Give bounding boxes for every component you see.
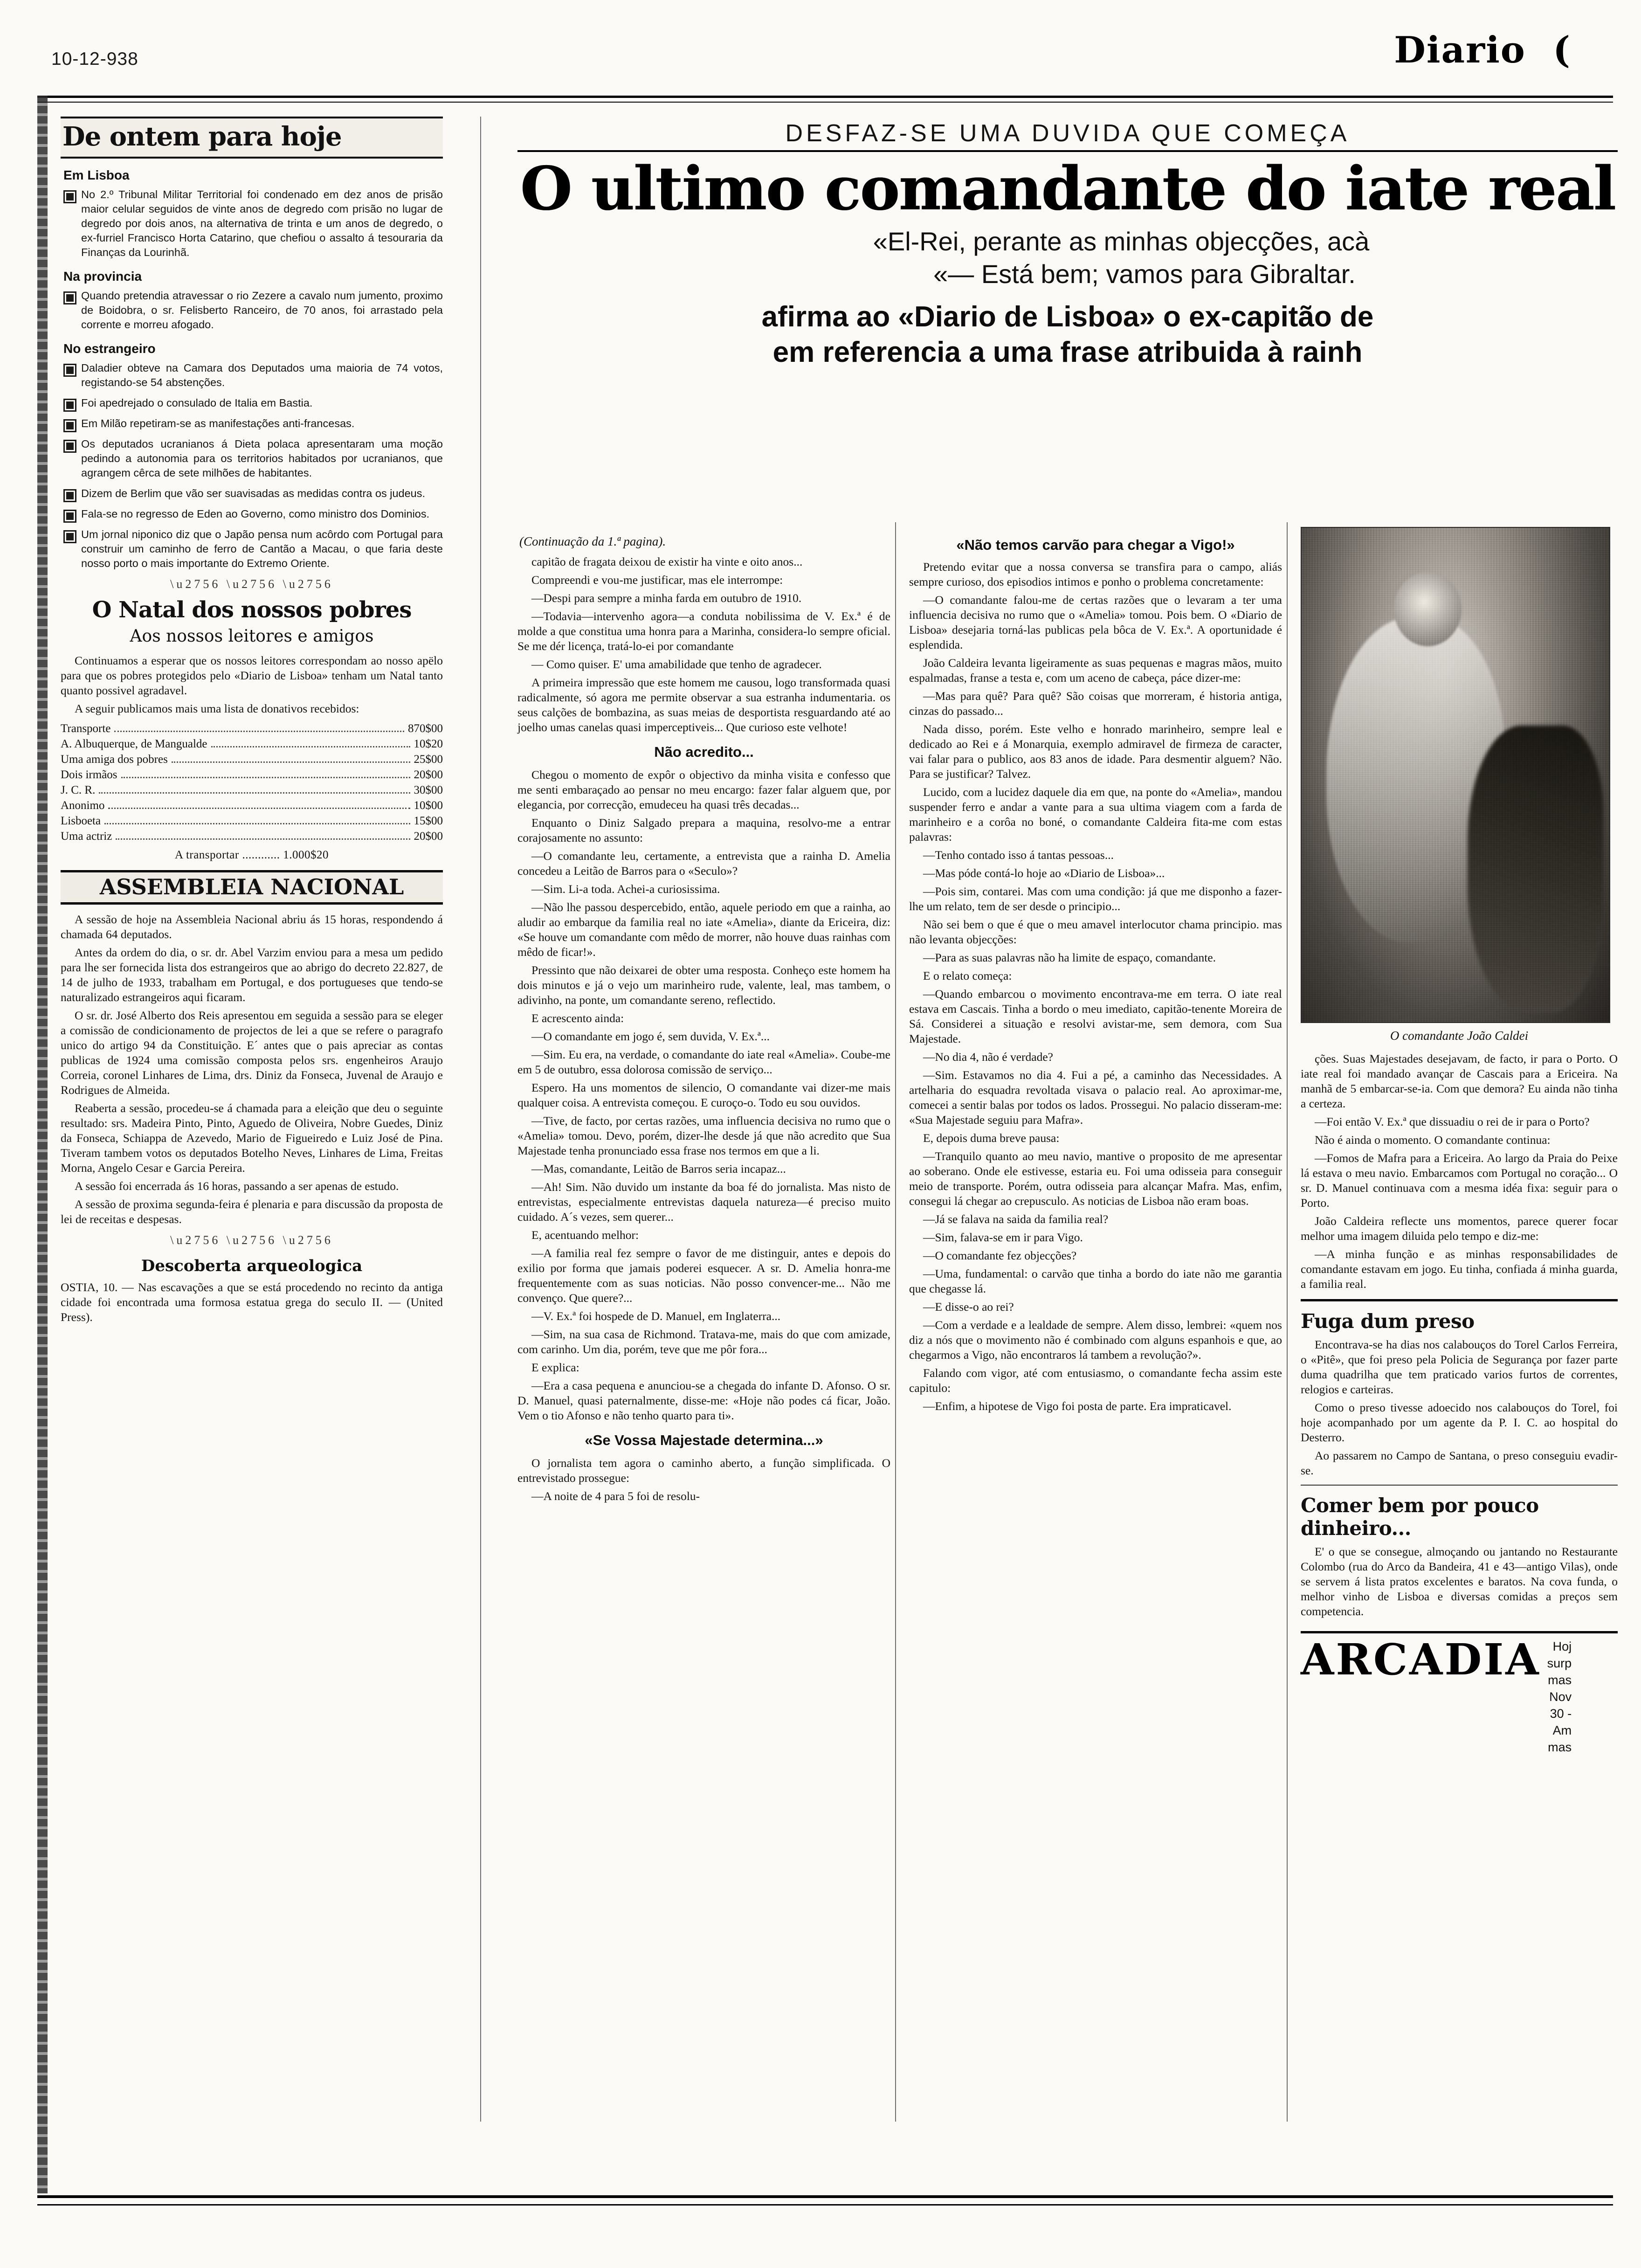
donor-name: A. Albuquerque, de Mangualde bbox=[61, 738, 207, 750]
paragraph: A primeira impressão que este homem me causou, logo transformada quasi radicalmente, só agora me permite observar a sua estranha indumentaria. os seus calções de bombazina, as suas meias de desportista resguardando até ao joelho umas canelas quasi imperceptiveis... Que curioso este velhote! bbox=[517, 676, 890, 734]
ad-side-text bbox=[1547, 1638, 1572, 1756]
donations-total-row bbox=[61, 849, 443, 862]
donations-total-value: 1.000$20 bbox=[283, 849, 329, 861]
leader-dots bbox=[114, 722, 404, 732]
donor-name: Dois irmãos bbox=[61, 768, 117, 781]
paragraph: A sessão de hoje na Assembleia Nacional abriu ás 15 horas, respondendo á chamada 64 deputados. bbox=[61, 913, 443, 941]
paragraph: O sr. dr. José Alberto dos Reis apresentou em seguida a sessão para se eleger a comissão de condicionamento de projectos de lei a que se refere o paragrafo unico do artigo 94 da Constituição. E´ antes que o pais apreciar as contas publicas de 1924 uma comissão composta pelos srs. engenheiros Araujo Correia, coronel Linhares de Lima, drs. Diniz da Fonseca, Juvenal de Araujo e Rodrigues de Almeida. bbox=[61, 1009, 443, 1097]
leader-dots bbox=[99, 784, 410, 794]
subheading-nao-temos-carvao: «Não temos carvão para chegar a Vigo!» bbox=[956, 537, 1235, 553]
paragraph: —Uma, fundamental: o carvão que tinha a bordo do iate não me garantia que chegasse lá. bbox=[909, 1267, 1282, 1295]
donor-amount: 25$00 bbox=[414, 753, 443, 766]
paragraph: —Mas, comandante, Leitão de Barros seria incapaz... bbox=[531, 1162, 786, 1175]
paragraph: —O comandante leu, certamente, a entrevista que a rainha D. Amelia concedeu a Leitão de Barros para o «Seculo»? bbox=[517, 849, 890, 878]
paragraph: —Sim. Li-a toda. Achei-a curiosissima. bbox=[531, 882, 720, 896]
paragraph: —Tranquilo quanto ao meu navio, mantive o proposito de me apresentar ao soberano. Onde ele estivesse, estaria eu. Foi uma odisseia para conseguir meio de transporte. Porém, outra odisseia para alcançar Mafra. Mas, enfim, consegui lá chegar ao crepusculo. As noticias de Lisboa não eram boas. bbox=[909, 1149, 1282, 1208]
donor-amount: 10$20 bbox=[414, 738, 443, 750]
paragraph: —Não lhe passou despercebido, então, aquele periodo em que a rainha, ao aludir ao embarque da familia real no iate «Amelia», diante da Ericeira, diz: «Se houve um comandante com mêdo de morrer, não houve duas rainhas com mêdo de ficar!». bbox=[517, 900, 890, 959]
headline-main: O ultimo comandante do iate real bbox=[520, 159, 1615, 220]
paragraph: Encontrava-se ha dias nos calabouços do Torel Carlos Ferreira, o «Pitê», que foi preso pela Policia de Segurança por fazer parte duma quadrilha que tem praticado varios furtos de correntes, relogios e carteiras. bbox=[1301, 1338, 1618, 1396]
ad-line: mas bbox=[1548, 1740, 1572, 1754]
donor-amount: 30$00 bbox=[414, 784, 443, 796]
paragraph: Continuamos a esperar que os nossos leitores correspondam ao nosso apëlo para que os pobres protegidos pelo «Diario de Lisboa» tenham um Natal tanto quanto possivel agradavel. bbox=[61, 654, 443, 697]
photo-caption: O comandante João Caldei bbox=[1390, 1029, 1529, 1043]
column-divider-3 bbox=[1287, 522, 1288, 2122]
paragraph: Ao passarem no Campo de Santana, o preso conseguiu evadir-se. bbox=[1301, 1449, 1618, 1477]
article-title-comer-bem: Comer bem por pouco dinheiro... bbox=[1301, 1494, 1539, 1540]
subsection-em-lisboa: Em Lisboa bbox=[63, 168, 130, 182]
ad-line: Nov bbox=[1549, 1690, 1572, 1704]
paragraph: Pressinto que não deixarei de obter uma resposta. Conheço este homem ha dois minutos e já o vejo um marinheiro rude, valente, leal, mas tambem, o adivinho, na ponte, um comandante sereno, reflectido. bbox=[517, 963, 890, 1007]
paragraph: —Foi então V. Ex.ª que dissuadiu o rei de ir para o Porto? bbox=[1315, 1115, 1590, 1128]
donor-name: Lisboeta bbox=[61, 815, 101, 827]
donor-amount: 15$00 bbox=[414, 815, 443, 827]
masthead bbox=[0, 0, 1641, 100]
donor-amount: 10$00 bbox=[414, 799, 443, 812]
paragraph: Chegou o momento de expôr o objectivo da minha visita e confesso que me senti embaraçado ao pensar no meu encargo: fazer falar alguem que, por elegancia, por correcção, emudeceu ha quasi três decadas... bbox=[517, 768, 890, 811]
paragraph: Nada disso, porém. Este velho e honrado marinheiro, sempre leal e dedicado ao Rei e á Monarquia, exemplo admiravel de firmeza de caracter, vai falar para o publico, aos 83 anos de idade. Para desmentir alguem? Não. Para se justificar? Talvez. bbox=[909, 722, 1282, 781]
article-title-descoberta-arqueologica: Descoberta arqueologica bbox=[141, 1257, 363, 1275]
paragraph: —Mas póde contá-lo hoje ao «Diario de Lisboa»... bbox=[923, 866, 1165, 880]
donor-amount: 20$00 bbox=[414, 768, 443, 781]
paragraph: —Fomos de Mafra para a Ericeira. Ao largo da Praia do Peixe lá estava o meu navio. Embarcamos com Portugal no coração... O sr. D. Manuel continuava com a mesma idéa fixa: seguir para o Porto. bbox=[1301, 1151, 1618, 1210]
paragraph: E o relato começa: bbox=[923, 969, 1012, 982]
column-1 bbox=[61, 117, 443, 1328]
list-item: Dizem de Berlim que vão ser suavisadas as medidas contra os judeus. bbox=[61, 486, 443, 501]
table-row bbox=[61, 829, 443, 844]
paragraph: —Tive, de facto, por certas razões, uma influencia decisiva no rumo que o «Amelia» tomou. Devo, porém, dizer-lhe desde já que não acredito que Sua Majestade tenha pronunciado essa frase nos termos em que a li. bbox=[517, 1114, 890, 1157]
paragraph: E, acentuando melhor: bbox=[531, 1228, 639, 1242]
paragraph: —Sim, na sua casa de Richmond. Tratava-me, mais do que com amizade, com carinho. Um dia, porém, teve que me pôr fora... bbox=[517, 1328, 890, 1356]
section-header-assembleia-nacional: ASSEMBLEIA NACIONAL bbox=[61, 870, 443, 905]
paragraph: —Ah! Sim. Não duvido um instante da boa fé do jornalista. Mas nisto de entrevistas, especialmente entrevistas daquela natureza—é preciso muito cuidado. A´s vezes, sem querer... bbox=[517, 1180, 890, 1224]
article-title-natal: O Natal dos nossos pobres bbox=[92, 597, 412, 623]
paragraph: Compreendi e vou-me justificar, mas ele interrompe: bbox=[531, 573, 783, 587]
article-photo bbox=[1301, 527, 1608, 1023]
news-brief-list-estrangeiro bbox=[61, 361, 443, 571]
leader-dots bbox=[108, 799, 410, 809]
subheading-nao-acredito: Não acredito... bbox=[654, 744, 754, 760]
subsection-no-estrangeiro: No estrangeiro bbox=[63, 341, 156, 356]
column-3 bbox=[909, 117, 1282, 1417]
headline-deck-2: «— Está bem; vamos para Gibraltar. bbox=[933, 259, 1356, 289]
ad-line: mas bbox=[1548, 1673, 1572, 1687]
ornament-divider: \u2756 \u2756 \u2756 bbox=[170, 1233, 333, 1247]
donor-name: Transporte bbox=[61, 722, 111, 735]
masthead-rule-top-secondary bbox=[37, 102, 1613, 103]
table-row bbox=[61, 767, 443, 782]
headline-kicker: DESFAZ-SE UMA DUVIDA QUE COMEÇA bbox=[785, 120, 1350, 147]
table-row bbox=[61, 782, 443, 798]
paragraph: —V. Ex.ª foi hospede de D. Manuel, em Inglaterra... bbox=[531, 1309, 781, 1323]
table-row bbox=[61, 736, 443, 752]
table-row bbox=[61, 798, 443, 813]
section-header-de-ontem-para-hoje: De ontem para hoje bbox=[61, 117, 443, 159]
paragraph: Como o preso tivesse adoecido nos calabouços do Torel, foi hoje acompanhado por um agente da P. I. C. ao hospital do Desterro. bbox=[1301, 1401, 1618, 1444]
paragraph: Não sei bem o que é que o meu amavel interlocutor chama principio. mas não levanta objecções: bbox=[909, 918, 1282, 946]
continuation-note: (Continuação da 1.ª pagina). bbox=[519, 534, 666, 548]
news-brief-list-provincia bbox=[61, 289, 443, 332]
paragraph: capitão de fragata deixou de existir ha vinte e oito anos... bbox=[531, 555, 803, 568]
headline-deck-1: «El-Rei, perante as minhas objecções, acà bbox=[873, 226, 1370, 256]
paragraph: Pretendo evitar que a nossa conversa se transfira para o campo, aliás sempre curioso, dos episodios intimos e ponho o problema concretamente: bbox=[909, 560, 1282, 588]
paragraph: Espero. Ha uns momentos de silencio, O comandante vai dizer-me mais qualquer coisa. A entrevista começou. E curoço-o. Todo eu sou ouvidos. bbox=[517, 1081, 890, 1109]
paragraph: E' o que se consegue, almoçando ou jantando no Restaurante Colombo (rua do Arco da Bandeira, 41 e 43—antigo Vilas), onde se servem á lista pratos excelentes e baratos. Na cova funda, o melhor vinho de Lisboa e diversas comidas a preços sem competencia. bbox=[1301, 1545, 1618, 1618]
ad-brand-name: ARCADIA bbox=[1301, 1634, 1541, 1685]
paragraph: —O comandante fez objecções? bbox=[923, 1249, 1077, 1262]
advertisement-arcadia[interactable] bbox=[1301, 1631, 1618, 1756]
leader-dots bbox=[121, 768, 410, 778]
paragraph: Lucido, com a lucidez daquele dia em que, na ponte do «Amelia», mandou suspender ferro e andar a vante para a sua ultima viagem com a farda de marinheiro e a corôa no boné, o comandante Caldeira fita-me com estas palavras: bbox=[909, 785, 1282, 844]
page-rule-bottom-secondary bbox=[37, 2204, 1613, 2206]
paragraph: —Sim. Estavamos no dia 4. Fui a pé, a caminho das Necessidades. A artelharia do esquadra revoltada visava o palacio real. Ao aproximar-me, comecei a sentir balas por todos os lados. Prossegui. No palacio disseram-me: «Sua Majestade seguiu para Mafra». bbox=[909, 1068, 1282, 1127]
news-brief-list-lisboa bbox=[61, 187, 443, 260]
subheading-se-vossa-majestade-determina: «Se Vossa Majestade determina...» bbox=[585, 1432, 823, 1448]
donor-amount: 20$00 bbox=[414, 830, 443, 843]
list-item: Quando pretendia atravessar o rio Zezere a cavalo num jumento, proximo de Boidobra, o sr. Felisberto Ranceiro, de 70 anos, foi arrastado pela corrente e morreu afogado. bbox=[61, 289, 443, 332]
list-item: Daladier obteve na Camara dos Deputados uma maioria de 74 votos, registando-se 54 abstenções. bbox=[61, 361, 443, 390]
paragraph: A sessão foi encerrada ás 16 horas, passando a ser apenas de estudo. bbox=[75, 1179, 399, 1193]
issue-date: 10-12-938 bbox=[51, 49, 138, 69]
paragraph: —Sim. Eu era, na verdade, o comandante do iate real «Amelia». Coube-me em 5 de outubro, essa dolorosa comissão de serviço... bbox=[517, 1048, 890, 1076]
paragraph: —A minha função e as minhas responsabilidades de comandante estavam em jogo. Eu tinha, confiada á minha guarda, a familia real. bbox=[1301, 1247, 1618, 1291]
paragraph: E, depois duma breve pausa: bbox=[923, 1131, 1060, 1145]
paragraph: —E disse-o ao rei? bbox=[923, 1300, 1014, 1314]
list-item: Fala-se no regresso de Eden ao Governo, como ministro dos Dominios. bbox=[61, 507, 443, 521]
masthead-rule-top bbox=[37, 96, 1613, 98]
paragraph: Não é ainda o momento. O comandante continua: bbox=[1315, 1133, 1551, 1147]
subsection-na-provincia: Na provincia bbox=[63, 269, 142, 284]
paragraph: — Como quiser. E' uma amabilidade que tenho de agradecer. bbox=[531, 657, 822, 671]
paragraph: A seguir publicamos mais uma lista de donativos recebidos: bbox=[75, 702, 359, 715]
paragraph: —Despi para sempre a minha farda em outubro de 1910. bbox=[531, 591, 802, 605]
paragraph: —Pois sim, contarei. Mas com uma condição: já que me disponho a fazer-lhe um relato, tem de ser desde o principio... bbox=[909, 885, 1282, 913]
paragraph: —Era a casa pequena e anunciou-se a chegada do infante D. Afonso. O sr. D. Manuel, quasi paternalmente, disse-me: «Hoje não podes cá ficar, João. Vem o tio Afonso e não tenho quarto para ti». bbox=[517, 1379, 890, 1422]
paper-title: Diario ( bbox=[1394, 29, 1571, 71]
ad-line: Hoj bbox=[1552, 1639, 1572, 1653]
paragraph: E acrescento ainda: bbox=[531, 1011, 624, 1025]
donor-name: J. C. R. bbox=[61, 784, 96, 796]
paragraph: OSTIA, 10. — Nas escavações a que se está procedendo no recinto da antiga cidade foi encontrada uma formosa estatua grega do seculo II. — (United Press). bbox=[61, 1280, 443, 1324]
list-item: Em Milão repetiram-se as manifestações anti-francesas. bbox=[61, 416, 443, 431]
donations-table bbox=[61, 721, 443, 844]
list-item: Um jornal niponico diz que o Japão pensa num acôrdo com Portugal para construir um caminho de ferro de Cantão a Macau, o que faria deste nosso porto o mais importante do Extremo Oriente. bbox=[61, 527, 443, 571]
article-subtitle-natal: Aos nossos leitores e amigos bbox=[130, 627, 374, 646]
donor-name: Uma amiga dos pobres bbox=[61, 753, 168, 766]
leader-dots-total: ............ bbox=[242, 849, 283, 861]
headline-deck-4: em referencia a uma frase atribuida à rainh bbox=[772, 336, 1363, 369]
ad-line: Am bbox=[1552, 1723, 1572, 1737]
table-row bbox=[61, 813, 443, 829]
paragraph: —O comandante falou-me de certas razões que o levaram a ter uma influencia decisiva no rumo que o «Amelia» tomou. Pois bem. O «Diario de Lisboa» desejaria torná-las publicas pela bôca de V. Ex.ª. A oportunidade é esplendida. bbox=[909, 593, 1282, 651]
column-2 bbox=[517, 117, 890, 1507]
column-4 bbox=[1301, 117, 1618, 1756]
photo-halftone-grain bbox=[1302, 528, 1609, 1022]
paragraph: Antes da ordem do dia, o sr. dr. Abel Varzim enviou para a mesa um pedido para lhe ser fornecida lista dos estrangeiros que ao abrigo do decreto 22.827, de 14 de julho de 1933, trabalham em Portugal, e dos portugueses que tendo-se naturalizado estrangeiros aqui ficaram. bbox=[61, 946, 443, 1004]
leader-dots bbox=[116, 830, 410, 840]
paragraph: —Todavia—intervenho agora—a conduta nobilissima de V. Ex.ª é de molde a que constitua uma honra para a Marinha, considera-lo sempre oficial. Se me dér licença, tratá-lo-ei por comandante bbox=[517, 609, 890, 653]
paragraph: —A noite de 4 para 5 foi de resolu- bbox=[531, 1489, 700, 1503]
paragraph: —Tenho contado isso á tantas pessoas... bbox=[923, 848, 1114, 862]
donations-total-label: A transportar bbox=[175, 849, 239, 861]
paragraph: —O comandante em jogo é, sem duvida, V. Ex.ª... bbox=[531, 1030, 770, 1043]
page-rule-bottom bbox=[37, 2195, 1613, 2198]
paragraph: ções. Suas Majestades desejavam, de facto, ir para o Porto. O iate real foi mandado avançar de Cascais para a Ericeira. Na manhã de 5 embarcar-se-ia. Com que demora? Eu ainda não tinha a certeza. bbox=[1301, 1052, 1618, 1110]
paragraph: João Caldeira reflecte uns momentos, parece querer focar melhor uma imagem diluida pelo tempo e diz-me: bbox=[1301, 1214, 1618, 1243]
section-rule-thin bbox=[1301, 1485, 1618, 1486]
paragraph: O jornalista tem agora o caminho aberto, a função simplificada. O entrevistado prossegue: bbox=[517, 1456, 890, 1485]
list-item: Foi apedrejado o consulado de Italia em Bastia. bbox=[61, 396, 443, 410]
paragraph: Falando com vigor, até com entusiasmo, o comandante fecha assim este capitulo: bbox=[909, 1366, 1282, 1395]
ad-line: 30 - bbox=[1550, 1707, 1572, 1721]
headline-deck-3: afirma ao «Diario de Lisboa» o ex-capitão de bbox=[761, 300, 1374, 333]
page-left-border-ornament bbox=[37, 96, 48, 2193]
paragraph: —A familia real fez sempre o favor de me distinguir, antes e depois do exilio por forma que jamais poderei esquecer. A sr. D. Amelia honra-me frequentemente com as suas noticias. Não posso convencer-me... Não me convenço. Que quere?... bbox=[517, 1246, 890, 1305]
article-title-fuga-dum-preso: Fuga dum preso bbox=[1301, 1310, 1475, 1333]
ad-line: surp bbox=[1547, 1656, 1572, 1670]
paragraph: Enquanto o Diniz Salgado prepara a maquina, resolvo-me a entrar corajosamente no assunto: bbox=[517, 816, 890, 844]
paragraph: A sessão de proxima segunda-feira é plenaria e para discussão da proposta de lei de receitas e despesas. bbox=[61, 1197, 443, 1226]
donor-amount: 870$00 bbox=[408, 722, 443, 735]
table-row bbox=[61, 752, 443, 767]
ornament-divider: \u2756 \u2756 \u2756 bbox=[170, 577, 333, 591]
paragraph: —Enfim, a hipotese de Vigo foi posta de parte. Era impraticavel. bbox=[923, 1399, 1232, 1413]
paragraph: Reaberta a sessão, procedeu-se á chamada para a eleição que deu o seguinte resultado: srs. Madeira Pinto, Pinto, Aguedo de Oliveira, Nobre Guedes, Diniz da Fonseca, Schiappa de Azevedo, Mario de Figueiredo e Luiz José de Pina. Tiveram tambem votos os deputados Botelho Neves, Linhares de Lima, Freitas Morna, Angelo Cesar e Garcia Pereira. bbox=[61, 1101, 443, 1175]
list-item: No 2.º Tribunal Militar Territorial foi condenado em dez anos de prisão maior celular seguidos de vinte anos de degredo com prisão no lugar de degredo por dois anos, na alternativa de trinta e um anos de degredo, o ex-furriel Francisco Horta Catarino, que chefiou o assalto á tesouraria da Finanças da Lourinhã. bbox=[61, 187, 443, 260]
paragraph: E explica: bbox=[531, 1361, 579, 1374]
donor-name: Uma actriz bbox=[61, 830, 112, 843]
leader-dots bbox=[211, 738, 410, 747]
paragraph: João Caldeira levanta ligeiramente as suas pequenas e magras mãos, muito espalmadas, franse a testa e, com um aceno de cabeça, páce dizer-me: bbox=[909, 656, 1282, 685]
leader-dots bbox=[104, 815, 410, 824]
section-rule bbox=[1301, 1299, 1618, 1301]
paragraph: —Para as suas palavras não ha limite de espaço, comandante. bbox=[923, 951, 1216, 964]
paragraph: —Sim, falava-se em ir para Vigo. bbox=[923, 1231, 1083, 1244]
paragraph: —Já se falava na saida da familia real? bbox=[923, 1212, 1109, 1226]
donor-name: Anonimo bbox=[61, 799, 105, 812]
column-divider-2 bbox=[895, 522, 896, 2122]
paragraph: —Com a verdade e a lealdade de sempre. Alem disso, lembrei: «quem nos diz a nós que o movimento não é combinado com alguns espanhois e que, ao chegarmos a Vigo, não encontraros lá tambem a revolução?». bbox=[909, 1318, 1282, 1362]
paragraph: —Mas para quê? Para quê? São coisas que morreram, é historia antiga, cinzas do passado... bbox=[909, 689, 1282, 718]
paragraph: —Quando embarcou o movimento encontrava-me em terra. O iate real estava em Cascais. Tinha a bordo o meu imediato, capitão-tenente Moreira de Sá. Considerei a situação e resolvi avistar-me, sem demora, com Sua Majestade. bbox=[909, 987, 1282, 1045]
list-item: Os deputados ucranianos á Dieta polaca apresentaram uma moção pedindo a autonomia para os territorios habitados por ucranianos, que agrangem cêrca de sete milhões de habitantes. bbox=[61, 437, 443, 480]
page-body bbox=[61, 117, 1618, 2187]
column-divider-1 bbox=[480, 117, 481, 2122]
leader-dots bbox=[172, 753, 410, 763]
paragraph: —No dia 4, não é verdade? bbox=[923, 1050, 1053, 1064]
table-row bbox=[61, 721, 443, 736]
photo-commander-joao-caldeira bbox=[1301, 527, 1610, 1023]
